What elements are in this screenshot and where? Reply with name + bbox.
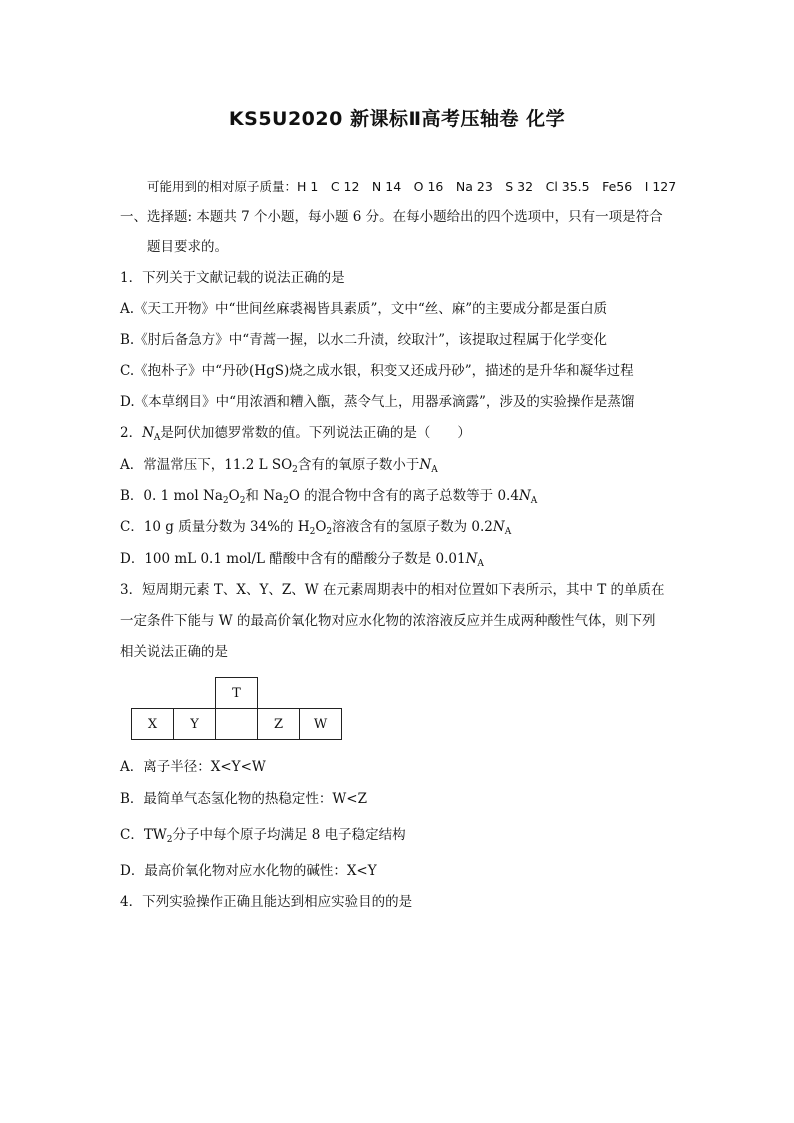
q2-a-text: A．常温常压下，11.2 L SO	[120, 457, 293, 473]
q2-b-text: B．0. 1 mol Na	[120, 488, 223, 504]
q1-option-a: A.《天工开物》中“世间丝麻裘褐皆具素质”，文中“丝、麻”的主要成分都是蛋白质	[120, 301, 608, 317]
pt-cell-empty	[132, 678, 174, 709]
q2-c-text: C．10 g 质量分数为 34%的 H	[120, 519, 310, 535]
q2-option-d	[120, 550, 484, 568]
pt-cell-y: Y	[174, 709, 216, 740]
q2-b-sub3: 2	[283, 496, 289, 506]
atomic-masses: 可能用到的相对原子质量：H 1 C 12 N 14 O 16 Na 23 S 32 Cl 35.5 Fe56 I 127	[147, 179, 677, 194]
pt-cell-z: Z	[258, 709, 300, 740]
q2-a-na: N	[419, 457, 432, 473]
avogadro-symbol: N	[142, 425, 154, 441]
q2-option-c	[120, 518, 511, 536]
q2-d-na: N	[465, 551, 478, 567]
pt-cell-empty	[174, 678, 216, 709]
q2-d-text: D．100 mL 0.1 mol/L 醋酸中含有的醋酸分子数是 0.01	[120, 551, 466, 567]
q2-option-b	[120, 487, 537, 505]
q1-stem: 1．下列关于文献记载的说法正确的是	[120, 270, 345, 286]
q3-c-text: C．TW	[120, 827, 167, 843]
pt-cell-empty	[258, 678, 300, 709]
q2-a-sub: 2	[292, 465, 298, 475]
q1-option-b: B.《肘后备急方》中“青蒿一握，以水二升渍，绞取汁”，该提取过程属于化学变化	[120, 332, 608, 348]
section-heading-line2: 题目要求的。	[147, 239, 228, 255]
page-title: KS5U2020 新课标Ⅱ高考压轴卷 化学	[228, 108, 566, 130]
periodic-table-row-top	[132, 678, 342, 709]
pt-cell-t: T	[216, 678, 258, 709]
q3-option-a: A．离子半径：X<Y<W	[120, 759, 266, 775]
q3-stem-line3: 相关说法正确的是	[120, 644, 228, 660]
q2-b-o: O	[228, 488, 240, 504]
q2-c-sub2: 2	[326, 527, 333, 537]
q3-c-sub: 2	[166, 835, 173, 845]
q2-b-text2: 和 Na	[245, 488, 284, 504]
q3-c-text2: 分子中每个原子均满足 8 电子稳定结构	[172, 827, 406, 843]
q2-c-sub1: 2	[309, 527, 316, 537]
q2-stem	[120, 424, 471, 442]
q2-b-sub2: 2	[239, 496, 246, 506]
q2-b-na-sub: A	[530, 496, 538, 506]
q2-c-na-sub: A	[504, 527, 512, 537]
pt-cell-x: X	[132, 709, 174, 740]
q2-b-na: N	[518, 488, 531, 504]
q3-option-b: B．最简单气态氢化物的热稳定性：W<Z	[120, 791, 367, 807]
q2-c-na: N	[492, 519, 505, 535]
q3-stem-line2: 一定条件下能与 W 的最高价氧化物对应水化物的浓溶液反应并生成两种酸性气体，则下列	[120, 613, 656, 629]
q3-option-c	[120, 826, 406, 844]
pt-cell-blank	[216, 709, 258, 740]
q2-a-na-sub: A	[431, 465, 438, 475]
pt-cell-w: W	[300, 709, 342, 740]
q2-stem-text: 是阿伏加德罗常数的值。下列说法正确的是（ ）	[160, 425, 471, 441]
q2-b-text3: O 的混合物中含有的离子总数等于 0.4	[288, 488, 519, 504]
q3-stem-line1: 3．短周期元素 T、X、Y、Z、W 在元素周期表中的相对位置如下表所示，其中 T 的单质在	[120, 582, 665, 598]
q2-b-sub1: 2	[222, 496, 229, 506]
q2-c-text2: 溶液含有的氢原子数为 0.2	[332, 519, 493, 535]
q2-number: 2．	[120, 425, 143, 441]
pt-cell-empty	[300, 678, 342, 709]
section-heading-line1: 一、选择题: 本题共 7 个小题，每小题 6 分。在每小题给出的四个选项中，只有一项是符合	[120, 209, 663, 225]
avogadro-subscript: A	[153, 433, 161, 443]
q2-d-na-sub: A	[477, 559, 484, 569]
q2-c-o: O	[315, 519, 327, 535]
q4-stem: 4．下列实验操作正确且能达到相应实验目的的是	[120, 894, 413, 910]
q1-option-d: D.《本草纲目》中“用浓酒和糟入甑，蒸令气上，用器承滴露”，涉及的实验操作是蒸馏	[120, 394, 635, 410]
q1-option-c: C.《抱朴子》中“丹砂(HgS)烧之成水银，积变又还成丹砂”，描述的是升华和凝华过程	[120, 363, 634, 379]
q2-option-a	[120, 456, 438, 474]
periodic-table-row-bottom	[132, 709, 342, 740]
q2-a-text2: 含有的氧原子数小于	[297, 457, 420, 473]
periodic-table-fragment	[131, 677, 342, 740]
q3-option-d: D．最高价氧化物对应水化物的碱性：X<Y	[120, 863, 377, 879]
